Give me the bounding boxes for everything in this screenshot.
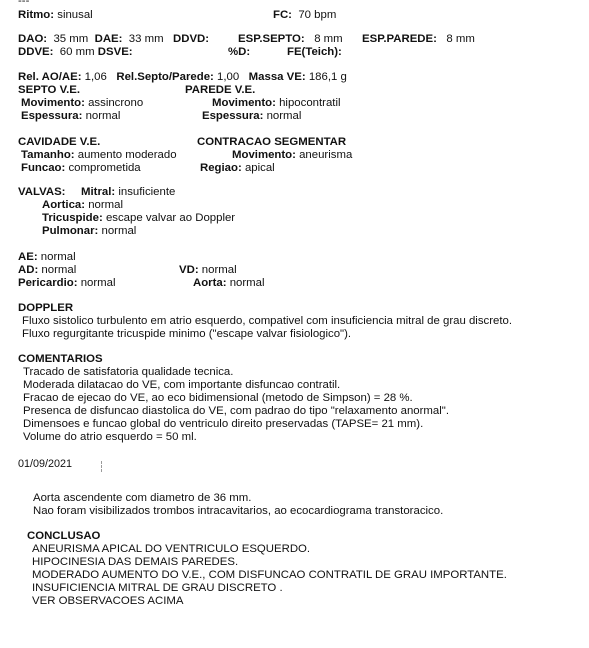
dae-label: DAE: (94, 33, 123, 45)
cavidade-tamanho (21, 149, 177, 162)
contracao-title (197, 136, 346, 149)
fe-teich (287, 46, 342, 59)
parede-mov-value: hipocontratil (279, 97, 341, 109)
ddve-value: 60 mm (59, 46, 95, 58)
rel-septo-label: Rel.Septo/Parede: (116, 71, 214, 83)
aorta-value: normal (229, 277, 265, 289)
comentario-line: Dimensoes e funcao global do ventriculo direito preservadas (TAPSE= 21 mm). (23, 418, 424, 430)
pulmonar-value: normal (101, 225, 137, 237)
parede-movimento (212, 97, 341, 110)
conclusao-title-text: CONCLUSAO (27, 530, 101, 542)
ddvd (173, 33, 209, 46)
doppler-line: Fluxo regurgitante tricuspide minimo ("escape valvar fisiologico"). (22, 328, 352, 340)
cav-func-value: comprometida (68, 162, 141, 174)
tricuspide-value: escape valvar ao Doppler (105, 212, 236, 224)
valvas-title-text: VALVAS: (18, 186, 66, 198)
report-date: 01/09/2021 (18, 458, 73, 470)
contr-reg-value: apical (244, 162, 275, 174)
septo-mov-value: assincrono (88, 97, 144, 109)
vd-label: VD: (179, 264, 199, 276)
comentarios-title (18, 353, 103, 366)
comentario-line: Fracao de ejecao do VE, ao eco bidimensional (metodo de Simpson) = 28 %. (23, 392, 413, 404)
aorta-row (193, 277, 265, 290)
parede-value: 8 mm (446, 33, 475, 45)
ae-label: AE: (18, 251, 38, 263)
parede-title (185, 84, 255, 97)
conclusao-line: MODERADO AUMENTO DO V.E., COM DISFUNCAO CONTRATIL DE GRAU IMPORTANTE. (32, 569, 507, 581)
conclusao-line: VER OBSERVACOES ACIMA (32, 595, 184, 607)
rel-aoae-label: Rel. AO/AE: (18, 71, 82, 83)
dae-value: 33 mm (128, 33, 164, 45)
parede-esp-value: normal (266, 110, 302, 122)
tricuspide-label: Tricuspide: (42, 212, 103, 224)
ad-value: normal (41, 264, 77, 276)
parede-espessura (202, 110, 301, 123)
doppler-title-text: DOPPLER (18, 302, 74, 314)
mitral-value: insuficiente (118, 186, 176, 198)
pct-d (228, 46, 250, 59)
septo-esp-value: normal (85, 110, 121, 122)
cav-tam-label: Tamanho: (21, 149, 75, 161)
septo-espessura (21, 110, 120, 123)
vd-row (179, 264, 237, 277)
extra-line: Nao foram visibilizados trombos intracavitarios, ao ecocardiograma transtoracico. (33, 505, 444, 517)
vd-value: normal (201, 264, 237, 276)
cavidade-funcao (21, 162, 141, 175)
top-mark: --- (18, 0, 30, 7)
contr-reg-label: Regiao: (200, 162, 242, 174)
septo-movimento (21, 97, 143, 110)
contracao-movimento (232, 149, 352, 162)
septo-label: ESP.SEPTO: (238, 33, 305, 45)
doppler-title (18, 302, 73, 315)
comentario-line: Tracado de satisfatoria qualidade tecnica. (23, 366, 234, 378)
cav-tam-value: aumento moderado (77, 149, 177, 161)
pericardio-row (18, 277, 116, 290)
ritmo-value: sinusal (57, 9, 93, 21)
valva-tricuspide (42, 212, 235, 225)
esp-septo (238, 33, 343, 46)
conclusao-title (27, 530, 100, 543)
pct-d-label: %D: (228, 46, 251, 58)
parede-esp-label: Espessura: (202, 110, 264, 122)
fc-value: 70 bpm (298, 9, 337, 21)
aortica-label: Aortica: (42, 199, 86, 211)
fc-label: FC: (273, 9, 292, 21)
relations-row (18, 71, 347, 84)
fe-label: FE(Teich): (287, 46, 342, 58)
fc-row (273, 9, 336, 22)
esp-parede (362, 33, 475, 46)
pericardio-value: normal (80, 277, 116, 289)
pulmonar-label: Pulmonar: (42, 225, 99, 237)
dao-value: 35 mm (53, 33, 89, 45)
septo-title-text: SEPTO V.E. (18, 84, 81, 96)
valva-aortica (42, 199, 123, 212)
aorta-label: Aorta: (193, 277, 227, 289)
pericardio-label: Pericardio: (18, 277, 78, 289)
contracao-title-text: CONTRACAO SEGMENTAR (197, 136, 347, 148)
septo-mov-label: Movimento: (21, 97, 85, 109)
ad-label: AD: (18, 264, 39, 276)
ritmo-row (18, 9, 93, 22)
parede-label: ESP.PAREDE: (362, 33, 437, 45)
septo-esp-label: Espessura: (21, 110, 83, 122)
cavidade-title (18, 136, 100, 149)
conclusao-line: HIPOCINESIA DAS DEMAIS PAREDES. (32, 556, 239, 568)
parede-title-text: PAREDE V.E. (185, 84, 256, 96)
rel-aoae-value: 1,06 (84, 71, 107, 83)
ddve-dsve (18, 46, 133, 59)
aortica-value: normal (88, 199, 124, 211)
comentario-line: Volume do atrio esquerdo = 50 ml. (23, 431, 197, 443)
septo-value: 8 mm (314, 33, 343, 45)
ddvd-label: DDVD: (173, 33, 210, 45)
contr-mov-value: aneurisma (299, 149, 353, 161)
valva-mitral (81, 186, 175, 199)
parede-mov-label: Movimento: (212, 97, 276, 109)
ad-row (18, 264, 76, 277)
comentario-line: Presenca de disfuncao diastolica do VE, com padrao do tipo "relaxamento anormal". (23, 405, 449, 417)
septo-title (18, 84, 80, 97)
valva-pulmonar (42, 225, 136, 238)
valvas-title (18, 186, 65, 199)
conclusao-line: ANEURISMA APICAL DO VENTRICULO ESQUERDO. (32, 543, 311, 555)
cav-func-label: Funcao: (21, 162, 66, 174)
ritmo-label: Ritmo: (18, 9, 55, 21)
dao-label: DAO: (18, 33, 48, 45)
massa-label: Massa VE: (248, 71, 306, 83)
ae-value: normal (40, 251, 76, 263)
dao-dae (18, 33, 164, 46)
ddve-label: DDVE: (18, 46, 54, 58)
extra-line: Aorta ascendente com diametro de 36 mm. (33, 492, 252, 504)
contracao-regiao (200, 162, 275, 175)
page-break-mark (101, 461, 103, 472)
mitral-label: Mitral: (81, 186, 116, 198)
comentarios-title-text: COMENTARIOS (18, 353, 103, 365)
doppler-line: Fluxo sistolico turbulento em atrio esquerdo, compativel com insuficiencia mitral de grau discreto. (22, 315, 513, 327)
rel-septo-value: 1,00 (217, 71, 240, 83)
conclusao-line: INSUFICIENCIA MITRAL DE GRAU DISCRETO . (32, 582, 283, 594)
ae-row (18, 251, 76, 264)
contr-mov-label: Movimento: (232, 149, 296, 161)
dsve-label: DSVE: (97, 46, 133, 58)
cavidade-title-text: CAVIDADE V.E. (18, 136, 101, 148)
comentario-line: Moderada dilatacao do VE, com importante disfuncao contratil. (23, 379, 341, 391)
massa-value: 186,1 g (308, 71, 347, 83)
